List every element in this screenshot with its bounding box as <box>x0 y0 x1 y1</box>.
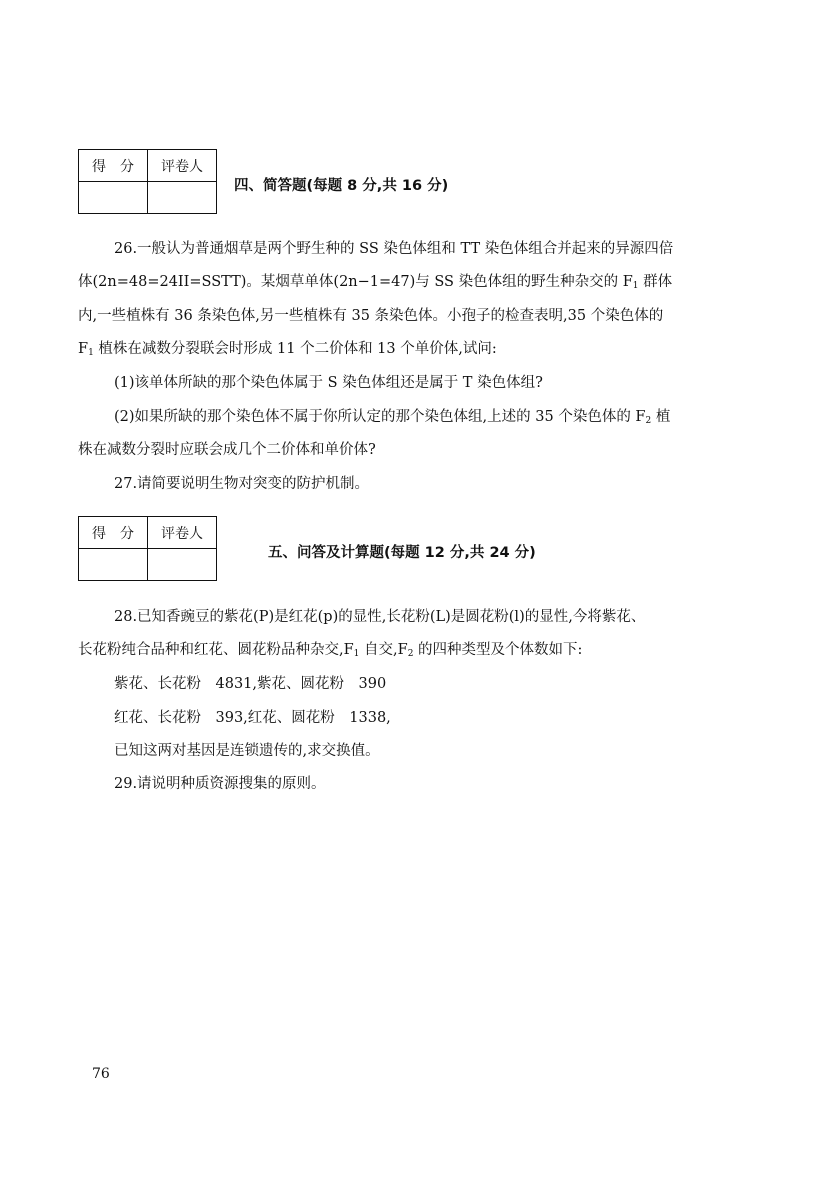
q28-line-1: 28.已知香豌豆的紫花(P)是红花(p)的显性,长花粉(L)是圆花粉(l)的显性,今将紫花、 <box>114 609 646 625</box>
subscript-f1: 1 <box>88 348 94 358</box>
q27-text: 27.请简要说明生物对突变的防护机制。 <box>114 476 370 492</box>
q28-data-row-2: 红花、长花粉 393,红花、圆花粉 1338, <box>114 710 391 726</box>
q28-line-2 <box>78 640 582 664</box>
q28-line-2-tail: 的四种类型及个体数如下: <box>413 642 583 658</box>
q28-line-2-text: 长花粉纯合品种和红花、圆花粉品种杂交,F <box>78 642 354 658</box>
q26-subq-2 <box>114 407 670 431</box>
section-4-title: 四、简答题(每题 8 分,共 16 分) <box>234 178 449 194</box>
q29-text: 29.请说明种质资源搜集的原则。 <box>114 776 326 792</box>
q28-data-row-1: 紫花、长花粉 4831,紫花、圆花粉 390 <box>114 676 387 692</box>
section-5-title: 五、问答及计算题(每题 12 分,共 24 分) <box>268 545 536 561</box>
q26-subq-2-cont: 株在减数分裂时应联会成几个二价体和单价体? <box>78 442 376 458</box>
q26-subq-2-text: (2)如果所缺的那个染色体不属于你所认定的那个染色体组,上述的 35 个染色体的 F <box>114 409 646 425</box>
score-header: 得 分 <box>79 517 148 549</box>
grader-cell <box>148 182 217 214</box>
q26-line-2-text: 体(2n=48=24II=SSTT)。某烟草单体(2n−1=47)与 SS 染色体组的野生种杂交的 F <box>78 274 633 290</box>
subscript-f2: 2 <box>645 416 652 426</box>
q28-question: 已知这两对基因是连锁遗传的,求交换值。 <box>114 743 380 759</box>
q26-line-1: 26.一般认为普通烟草是两个野生种的 SS 染色体组和 TT 染色体组合并起来的异源四倍 <box>114 241 674 257</box>
score-cell <box>79 549 148 581</box>
score-table-2 <box>78 516 217 581</box>
q26-subq-2-tail: 植 <box>651 409 671 425</box>
grader-cell <box>148 549 217 581</box>
q26-line-3: 内,一些植株有 36 条染色体,另一些植株有 35 条染色体。小孢子的检查表明,35 个染色体的 <box>78 308 664 324</box>
q26-line-2 <box>78 272 672 296</box>
grader-header: 评卷人 <box>148 150 217 182</box>
q26-line-2-tail: 群体 <box>638 274 673 290</box>
q26-line-4-text: 植株在减数分裂联会时形成 11 个二价体和 13 个单价体,试问: <box>93 341 497 357</box>
q28-line-2-mid: 自交,F <box>359 642 408 658</box>
subscript-f2: 2 <box>407 649 414 659</box>
score-cell <box>79 182 148 214</box>
score-table-1 <box>78 149 217 214</box>
score-header: 得 分 <box>79 150 148 182</box>
subscript-f1: 1 <box>353 649 360 659</box>
q26-line-4 <box>78 339 497 363</box>
page-number: 76 <box>92 1066 110 1082</box>
subscript-f1: 1 <box>632 281 639 291</box>
q26-subq-1: (1)该单体所缺的那个染色体属于 S 染色体组还是属于 T 染色体组? <box>114 375 543 391</box>
q26-line-4-f: F <box>78 341 89 357</box>
grader-header: 评卷人 <box>148 517 217 549</box>
